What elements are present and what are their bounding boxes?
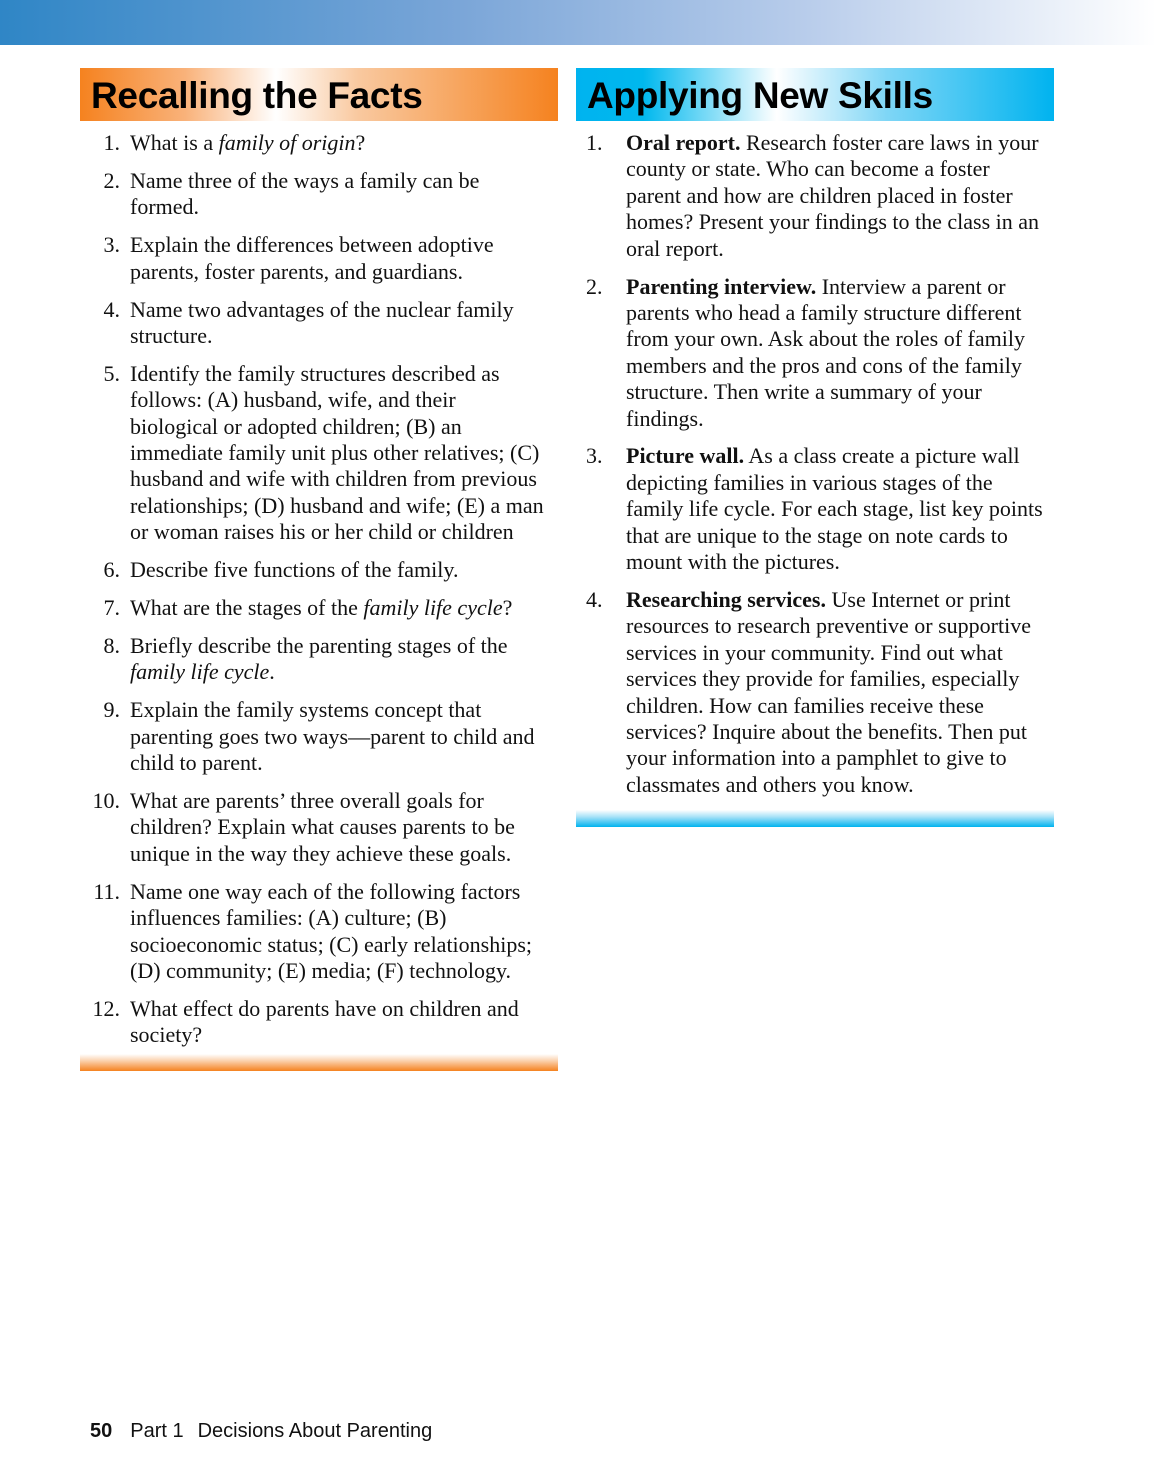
item-number: 1. xyxy=(103,130,120,155)
recalling-facts-section xyxy=(80,68,558,1071)
item-number: 6. xyxy=(103,557,120,583)
item-text: What is a xyxy=(130,130,219,155)
item-text: Identify the family structures described as follows: (A) husband, wife, and their biological or adopted children; (B) an immediate family unit plus other relatives; (C) husband and wife with children from previous relationships; (D) husband and wife; (E) a man or woman raises his or her child or children xyxy=(130,360,544,545)
item-text: Name one way each of the following factors influences families: (A) culture; (B) socioeconomic status; (C) early relationships; (D) community; (E) media; (F) technology. xyxy=(130,878,533,983)
list-item xyxy=(576,274,1054,432)
activity-list xyxy=(576,121,1054,798)
item-text: Explain the differences between adoptive parents, foster parents, and guardians. xyxy=(130,232,494,284)
item-number: 4. xyxy=(103,296,120,322)
list-item xyxy=(576,130,1054,262)
section-heading: Recalling the Facts xyxy=(80,68,558,121)
top-color-band xyxy=(0,0,1156,45)
activity-text: Use Internet or print resources to research preventive or supportive services in your community. Find out what services they provide for families, especially children. How can families receive these services? Inquire about the benefits. Then put your information into a pamphlet to give to classmates and others you know. xyxy=(626,587,1032,797)
item-number: 12. xyxy=(92,995,120,1021)
activity-text: Interview a parent or parents who head a family structure different from your own. Ask about the roles of family members and the pros and cons of the family structure. Then write a summary of your findings. xyxy=(626,273,1025,431)
item-text: What are parents’ three overall goals for children? Explain what causes parents to be unique in the way they achieve these goals. xyxy=(130,788,515,866)
item-number: 10. xyxy=(92,788,120,814)
activity-text: As a class create a picture wall depicting families in various stages of the family life cycle. For each stage, list key points that are unique to the stage on note cards to mount with the pictures. xyxy=(626,443,1043,575)
list-item xyxy=(80,557,558,583)
item-number: 11. xyxy=(93,878,120,904)
item-number: 2. xyxy=(586,273,603,299)
list-item xyxy=(80,130,558,156)
activity-text: Research foster care laws in your county or state. Who can become a foster parent and how are children placed in foster homes? Present your findings to the class in an oral report. xyxy=(626,130,1040,261)
item-term: family of origin xyxy=(218,130,356,155)
list-item xyxy=(80,788,558,867)
item-term: family life cycle xyxy=(130,659,270,685)
item-text-end: ? xyxy=(502,595,513,621)
activity-title: Parenting interview. xyxy=(626,273,817,299)
item-text-end: ? xyxy=(355,130,366,155)
list-item xyxy=(576,443,1054,575)
list-item xyxy=(80,633,558,686)
question-list xyxy=(80,121,558,1049)
activity-title: Oral report. xyxy=(626,130,741,155)
item-number: 3. xyxy=(103,232,120,258)
item-text-end: . xyxy=(269,659,275,685)
page-footer xyxy=(90,1420,446,1443)
item-number: 8. xyxy=(103,633,120,658)
section-bottom-bar xyxy=(576,810,1054,827)
item-number: 5. xyxy=(103,360,120,386)
item-number: 7. xyxy=(103,595,120,621)
activity-title: Researching services. xyxy=(626,587,826,612)
item-text: Briefly describe the parenting stages of the xyxy=(130,633,508,658)
list-item xyxy=(80,232,558,285)
item-text: What effect do parents have on children and society? xyxy=(130,995,519,1048)
item-term: family life cycle xyxy=(363,595,503,621)
list-item xyxy=(576,587,1054,798)
item-number: 2. xyxy=(103,167,120,193)
item-text: Describe five functions of the family. xyxy=(130,557,459,583)
list-item xyxy=(80,879,558,985)
item-number: 1. xyxy=(586,130,603,155)
part-title: Decisions About Parenting xyxy=(197,1420,433,1442)
item-text: Explain the family systems concept that parenting goes two ways—parent to child and child to parent. xyxy=(130,697,535,776)
list-item xyxy=(80,595,558,621)
applying-skills-section xyxy=(576,68,1054,827)
item-number: 3. xyxy=(586,443,603,469)
part-label: Part 1 xyxy=(130,1420,184,1442)
list-item xyxy=(80,697,558,776)
section-bottom-bar xyxy=(80,1054,558,1071)
item-text: What are the stages of the xyxy=(130,595,364,621)
list-item xyxy=(80,361,558,546)
item-number: 4. xyxy=(586,587,603,612)
list-item xyxy=(80,168,558,221)
page-number: 50 xyxy=(90,1420,113,1442)
item-number: 9. xyxy=(103,697,120,723)
activity-title: Picture wall. xyxy=(626,443,745,469)
section-heading: Applying New Skills xyxy=(576,68,1054,121)
list-item xyxy=(80,996,558,1049)
item-text: Name three of the ways a family can be formed. xyxy=(130,167,480,220)
list-item xyxy=(80,297,558,350)
item-text: Name two advantages of the nuclear family structure. xyxy=(130,296,514,348)
